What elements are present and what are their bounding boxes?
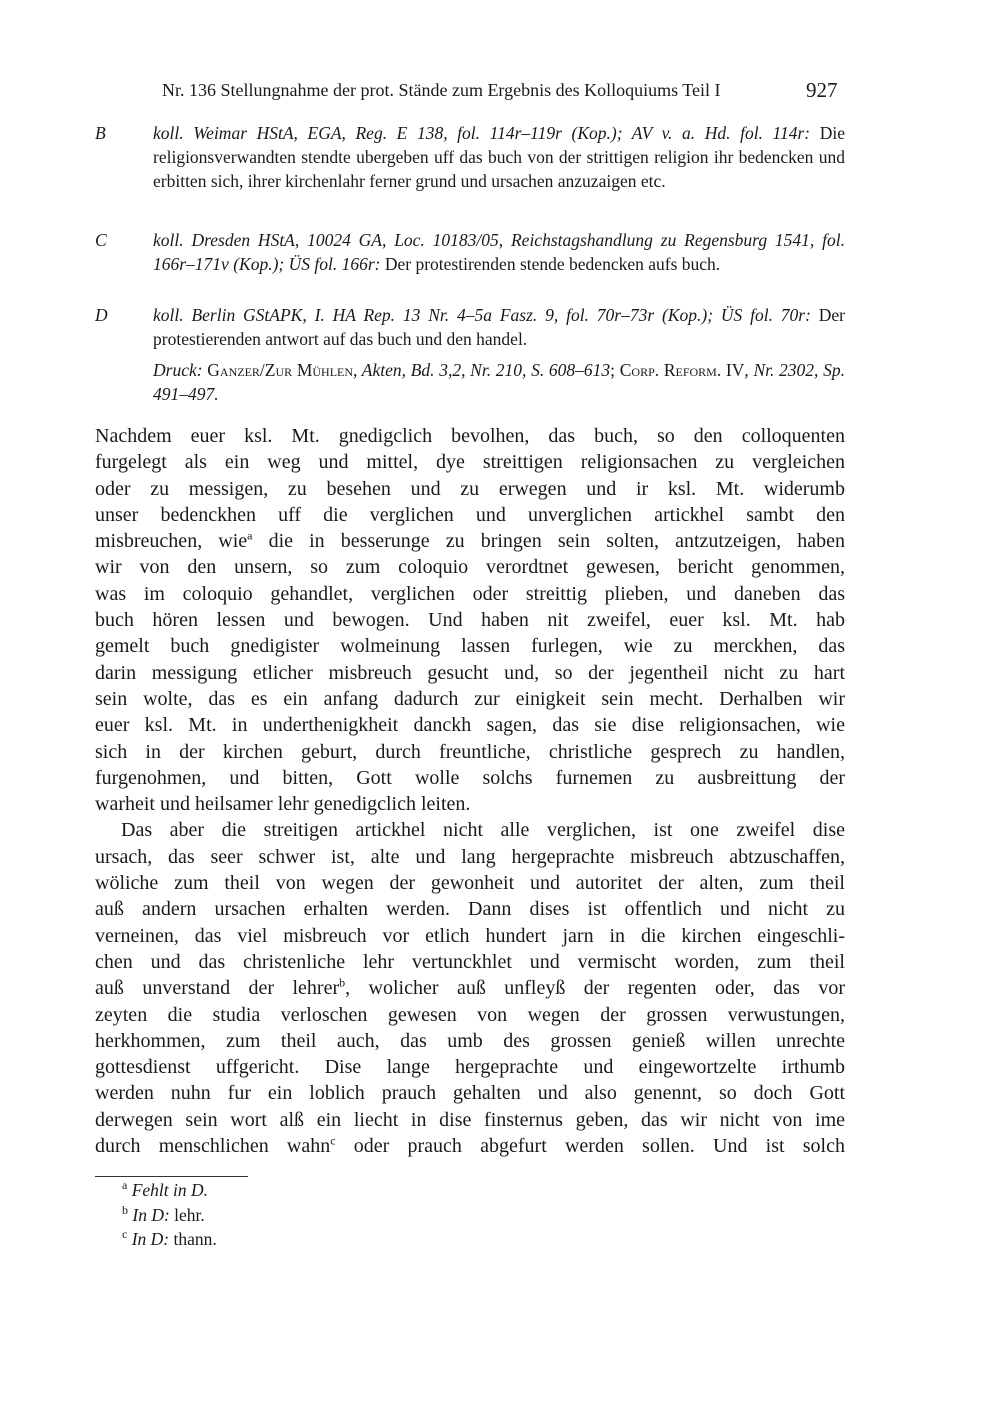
line-text: unser bedenckhen uff die verglichen und unverglichen artickhel sambt den: [95, 503, 845, 526]
line-text: gottesdienst uffgericht. Dise lange hergeprachte und eingewortzelte irthumb: [95, 1056, 845, 1079]
text-line: [95, 423, 845, 449]
siglum: B: [95, 123, 106, 143]
line-text: furgelegt als ein weg und mittel, dye streittigen religionsachen zu vergleichen: [95, 451, 845, 474]
reference: , Nr. 2302, Sp. 491–497.: [153, 360, 846, 404]
text-line: [95, 1054, 845, 1080]
footnote-mark: b: [122, 1203, 128, 1218]
footnote-b: [122, 1205, 205, 1226]
footnote-ref[interactable]: c: [330, 1133, 336, 1148]
text-line: [95, 791, 845, 817]
text-line: [95, 449, 845, 475]
footnote-label: In D:: [131, 1229, 170, 1249]
reference: Akten, Bd. 3,2, Nr. 210, S. 608–613: [357, 360, 611, 380]
text-line: [95, 739, 845, 765]
footnote-c: [122, 1229, 217, 1250]
line-text: misbreuchen, wie: [95, 530, 248, 553]
text-line: [95, 844, 845, 870]
text-line: [95, 975, 845, 1001]
line-text: oder prauch abgefurt werden sollen. Und ist solch: [335, 1135, 845, 1158]
text-line: [95, 528, 845, 554]
line-text: herkhommen, zum theil auch, das umb des grossen genieß willen unrechte: [95, 1029, 845, 1052]
text-line: [95, 607, 845, 633]
footnote-text: thann.: [169, 1229, 217, 1249]
text-line: [95, 633, 845, 659]
apparatus-entry-b: [95, 121, 845, 193]
line-text: buch hören lessen und bewogen. Und haben nit zweifel, euer ksl. Mt. hab: [95, 609, 845, 632]
text-line: [95, 554, 845, 580]
line-text: was im coloquio gehandlet, verglichen oder streittig plieben, und daneben das: [95, 582, 845, 605]
line-text: chen und das christenliche lehr vertunckhlet und vermischt worden, zum theil: [95, 950, 845, 973]
line-text: durch menschlichen wahn: [95, 1135, 331, 1158]
print-reference: [95, 358, 845, 406]
line-text: werden nuhn fur ein loblich prauch gehalten und also genennt, so doch Gott: [95, 1082, 845, 1105]
text-line: [95, 502, 845, 528]
line-text: auß unverstand der lehrer: [95, 977, 340, 1000]
text-line: [95, 1107, 845, 1133]
line-text: ursach, das seer schwer ist, alte und lang hergeprachte misbreuch abtzuschaffen,: [95, 845, 845, 868]
text-line: [95, 923, 845, 949]
footnote-mark: a: [122, 1178, 128, 1193]
line-text: verneinen, das viel misbreuch vor etlich hundert jarn in die kirchen eingeschli-: [95, 924, 845, 947]
line-text: Das aber die streitigen artickhel nicht alle verglichen, ist one zweifel dise: [121, 819, 845, 842]
line-text: wöliche zum theil von wegen der gewonheit und autoritet der alten, zum theil: [95, 872, 845, 895]
running-title: Nr. 136 Stellungnahme der prot. Stände zum Ergebnis des Kolloquiums Teil I: [162, 80, 721, 100]
line-text: wir von den unsern, so zum coloquio verordtnet gewesen, bericht genommen,: [95, 556, 845, 579]
source-title: Die religionsverwandten stendte ubergeben uff das buch von der strittigen religion ihr bedencken und erbitten sich, ihrer kirchenlahr ferner grund und ursachen anzuzaigen etc.: [153, 123, 845, 191]
main-text: [95, 423, 845, 1159]
line-text: Nachdem euer ksl. Mt. gnedigclich bevolhen, das buch, so den colloquenten: [95, 425, 845, 447]
source-ref: koll. Berlin GStAPK, I. HA Rep. 13 Nr. 4–5a Fasz. 9, fol. 70r–73r (Kop.); ÜS fol. 70r:: [153, 305, 811, 325]
text-line: [95, 581, 845, 607]
footnote-ref[interactable]: b: [339, 975, 346, 990]
footnote-label: Fehlt in D.: [131, 1180, 209, 1200]
line-text: oder zu messigen, zu besehen und zu erwegen und ir ksl. Mt. widerumb: [95, 477, 845, 500]
text-line: [95, 896, 845, 922]
footnote-rule: [95, 1176, 248, 1177]
text-line: [95, 686, 845, 712]
page-number: 927: [806, 78, 838, 102]
footnote-ref[interactable]: a: [247, 528, 253, 543]
author: Ganzer/Zur Mühlen,: [207, 360, 358, 380]
source-title: Der protestirenden stende bedencken aufs buch.: [380, 254, 721, 274]
source-title: Der protestierenden antwort auf das buch und den handel.: [153, 305, 845, 349]
footnote-mark: c: [122, 1227, 128, 1242]
line-text: sein wolte, das es ein anfang dadurch zur einigkeit sein mecht. Derhalben wir: [95, 687, 845, 710]
line-text: zeyten die studia verloschen gewesen von wegen der grossen verwustungen,: [95, 1003, 845, 1026]
line-text: auß andern ursachen erhalten werden. Dann dises ist offentlich und nicht zu: [95, 898, 845, 921]
druck-label: Druck:: [153, 360, 203, 380]
source-ref: koll. Dresden HStA, 10024 GA, Loc. 10183/05, Reichstagshandlung zu Regensburg 1541, fol. 166r–171v (Kop.); ÜS fol. 166r:: [153, 230, 845, 274]
line-text: gemelt buch gnedigister wolmeinung lassen furlegen, wie zu merckhen, das: [95, 635, 845, 658]
author: Corp. Reform. IV: [619, 360, 745, 380]
text-line: [95, 712, 845, 738]
siglum: D: [95, 305, 108, 325]
line-text: derwegen sein wort alß ein liecht in dise finsternus geben, das wir nicht von ime: [95, 1108, 845, 1131]
text-line: [95, 765, 845, 791]
line-text: sich in der kirchen geburt, durch freuntliche, christliche gesprech zu handlen,: [95, 740, 845, 763]
footnote-label: In D:: [132, 1205, 170, 1225]
line-text: euer ksl. Mt. in underthenigkheit danckh sagen, das sie dise religionsachen, wie: [95, 714, 845, 737]
text-line: [95, 870, 845, 896]
line-text: die in besserunge zu bringen sein solten, antzutzeigen, haben: [252, 530, 845, 553]
footnote-a: [122, 1180, 208, 1201]
text-line: [95, 1080, 845, 1106]
line-text: warheit und heilsamer lehr genedigclich leiten.: [95, 793, 471, 816]
line-text: furgenohmen, und bitten, Gott wolle solchs furnemen zu ausbreittung der: [95, 766, 845, 789]
source-ref: koll. Weimar HStA, EGA, Reg. E 138, fol. 114r–119r (Kop.); AV v. a. Hd. fol. 114r:: [153, 123, 811, 143]
text-line: [95, 949, 845, 975]
text-line: [95, 660, 845, 686]
text-line: [95, 1002, 845, 1028]
text-line: [95, 817, 845, 843]
text-line: [95, 1133, 845, 1159]
separator: ;: [610, 360, 620, 380]
line-text: , wolicher auß unfleyß der regenten oder, das vor: [345, 977, 845, 1000]
siglum: C: [95, 230, 107, 250]
line-text: darin messigung etlicher misbreuch gesucht und, so der jegentheil nicht zu hart: [95, 661, 845, 684]
apparatus-entry-d: [95, 303, 845, 351]
footnote-text: lehr.: [169, 1205, 205, 1225]
apparatus-entry-c: [95, 228, 845, 276]
text-line: [95, 476, 845, 502]
text-line: [95, 1028, 845, 1054]
